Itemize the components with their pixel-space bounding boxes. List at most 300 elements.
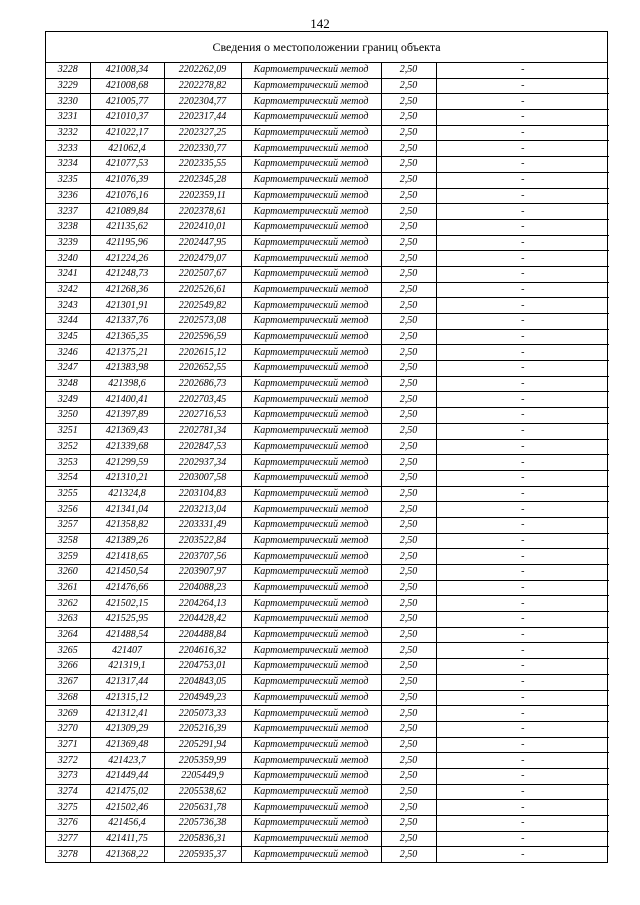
y-coordinate-cell: 2202937,34 [164, 455, 241, 471]
method-cell: Картометрический метод [241, 690, 381, 706]
x-coordinate-cell: 421502,46 [90, 800, 164, 816]
accuracy-cell: 2,50 [381, 565, 436, 581]
accuracy-cell: 2,50 [381, 706, 436, 722]
method-cell: Картометрический метод [241, 737, 381, 753]
point-number-cell: 3249 [46, 392, 90, 408]
y-coordinate-cell: 2205935,37 [164, 847, 241, 862]
note-cell: - [436, 423, 609, 439]
table-row [46, 408, 609, 424]
point-number-cell: 3234 [46, 157, 90, 173]
point-number-cell: 3273 [46, 768, 90, 784]
y-coordinate-cell: 2202278,82 [164, 78, 241, 94]
note-cell: - [436, 517, 609, 533]
method-cell: Картометрический метод [241, 110, 381, 126]
method-cell: Картометрический метод [241, 78, 381, 94]
method-cell: Картометрический метод [241, 659, 381, 675]
note-cell: - [436, 188, 609, 204]
method-cell: Картометрический метод [241, 831, 381, 847]
y-coordinate-cell: 2202335,55 [164, 157, 241, 173]
point-number-cell: 3267 [46, 674, 90, 690]
accuracy-cell: 2,50 [381, 219, 436, 235]
note-cell: - [436, 674, 609, 690]
point-number-cell: 3257 [46, 517, 90, 533]
y-coordinate-cell: 2205449,9 [164, 768, 241, 784]
method-cell: Картометрический метод [241, 596, 381, 612]
y-coordinate-cell: 2205736,38 [164, 816, 241, 832]
y-coordinate-cell: 2203331,49 [164, 517, 241, 533]
note-cell: - [436, 455, 609, 471]
point-number-cell: 3265 [46, 643, 90, 659]
x-coordinate-cell: 421368,22 [90, 847, 164, 862]
point-number-cell: 3269 [46, 706, 90, 722]
y-coordinate-cell: 2202345,28 [164, 172, 241, 188]
note-cell: - [436, 235, 609, 251]
method-cell: Картометрический метод [241, 172, 381, 188]
method-cell: Картометрический метод [241, 753, 381, 769]
x-coordinate-cell: 421135,62 [90, 219, 164, 235]
method-cell: Картометрический метод [241, 517, 381, 533]
point-number-cell: 3268 [46, 690, 90, 706]
x-coordinate-cell: 421418,65 [90, 549, 164, 565]
table-row [46, 423, 609, 439]
y-coordinate-cell: 2202573,08 [164, 314, 241, 330]
accuracy-cell: 2,50 [381, 329, 436, 345]
method-cell: Картометрический метод [241, 408, 381, 424]
x-coordinate-cell: 421375,21 [90, 345, 164, 361]
note-cell: - [436, 125, 609, 141]
method-cell: Картометрический метод [241, 721, 381, 737]
table-row [46, 63, 609, 78]
accuracy-cell: 2,50 [381, 204, 436, 220]
accuracy-cell: 2,50 [381, 784, 436, 800]
accuracy-cell: 2,50 [381, 423, 436, 439]
point-number-cell: 3236 [46, 188, 90, 204]
x-coordinate-cell: 421341,04 [90, 502, 164, 518]
table-row [46, 753, 609, 769]
method-cell: Картометрический метод [241, 157, 381, 173]
accuracy-cell: 2,50 [381, 486, 436, 502]
method-cell: Картометрический метод [241, 627, 381, 643]
point-number-cell: 3256 [46, 502, 90, 518]
point-number-cell: 3232 [46, 125, 90, 141]
table-row [46, 800, 609, 816]
x-coordinate-cell: 421476,66 [90, 580, 164, 596]
point-number-cell: 3233 [46, 141, 90, 157]
method-cell: Картометрический метод [241, 266, 381, 282]
table-row [46, 188, 609, 204]
accuracy-cell: 2,50 [381, 816, 436, 832]
method-cell: Картометрический метод [241, 470, 381, 486]
method-cell: Картометрический метод [241, 706, 381, 722]
note-cell: - [436, 172, 609, 188]
x-coordinate-cell: 421369,43 [90, 423, 164, 439]
point-number-cell: 3251 [46, 423, 90, 439]
y-coordinate-cell: 2202686,73 [164, 376, 241, 392]
x-coordinate-cell: 421319,1 [90, 659, 164, 675]
y-coordinate-cell: 2202526,61 [164, 282, 241, 298]
point-number-cell: 3254 [46, 470, 90, 486]
note-cell: - [436, 549, 609, 565]
note-cell: - [436, 251, 609, 267]
y-coordinate-cell: 2202652,55 [164, 361, 241, 377]
x-coordinate-cell: 421407 [90, 643, 164, 659]
point-number-cell: 3275 [46, 800, 90, 816]
method-cell: Картометрический метод [241, 298, 381, 314]
x-coordinate-cell: 421310,21 [90, 470, 164, 486]
note-cell: - [436, 486, 609, 502]
table-row [46, 94, 609, 110]
y-coordinate-cell: 2204264,13 [164, 596, 241, 612]
method-cell: Картометрический метод [241, 251, 381, 267]
point-number-cell: 3241 [46, 266, 90, 282]
accuracy-cell: 2,50 [381, 63, 436, 78]
x-coordinate-cell: 421423,7 [90, 753, 164, 769]
note-cell: - [436, 470, 609, 486]
table-row [46, 157, 609, 173]
method-cell: Картометрический метод [241, 439, 381, 455]
method-cell: Картометрический метод [241, 643, 381, 659]
accuracy-cell: 2,50 [381, 470, 436, 486]
table-row [46, 565, 609, 581]
accuracy-cell: 2,50 [381, 376, 436, 392]
note-cell: - [436, 219, 609, 235]
table-row [46, 282, 609, 298]
table-row [46, 690, 609, 706]
y-coordinate-cell: 2202330,77 [164, 141, 241, 157]
method-cell: Картометрический метод [241, 376, 381, 392]
table-row [46, 361, 609, 377]
page-number: 142 [310, 16, 330, 31]
accuracy-cell: 2,50 [381, 235, 436, 251]
method-cell: Картометрический метод [241, 63, 381, 78]
table-row [46, 314, 609, 330]
note-cell: - [436, 565, 609, 581]
method-cell: Картометрический метод [241, 282, 381, 298]
y-coordinate-cell: 2202304,77 [164, 94, 241, 110]
x-coordinate-cell: 421488,54 [90, 627, 164, 643]
y-coordinate-cell: 2205538,62 [164, 784, 241, 800]
y-coordinate-cell: 2202703,45 [164, 392, 241, 408]
y-coordinate-cell: 2203707,56 [164, 549, 241, 565]
table-row [46, 376, 609, 392]
point-number-cell: 3276 [46, 816, 90, 832]
table-row [46, 706, 609, 722]
table-row [46, 172, 609, 188]
point-number-cell: 3274 [46, 784, 90, 800]
accuracy-cell: 2,50 [381, 847, 436, 862]
point-number-cell: 3272 [46, 753, 90, 769]
note-cell: - [436, 659, 609, 675]
method-cell: Картометрический метод [241, 219, 381, 235]
note-cell: - [436, 345, 609, 361]
x-coordinate-cell: 421312,41 [90, 706, 164, 722]
point-number-cell: 3242 [46, 282, 90, 298]
note-cell: - [436, 596, 609, 612]
note-cell: - [436, 737, 609, 753]
accuracy-cell: 2,50 [381, 392, 436, 408]
accuracy-cell: 2,50 [381, 408, 436, 424]
note-cell: - [436, 314, 609, 330]
method-cell: Картометрический метод [241, 580, 381, 596]
point-number-cell: 3278 [46, 847, 90, 862]
note-cell: - [436, 408, 609, 424]
method-cell: Картометрический метод [241, 800, 381, 816]
method-cell: Картометрический метод [241, 423, 381, 439]
accuracy-cell: 2,50 [381, 110, 436, 126]
point-number-cell: 3261 [46, 580, 90, 596]
y-coordinate-cell: 2202615,12 [164, 345, 241, 361]
table-row [46, 470, 609, 486]
y-coordinate-cell: 2204088,23 [164, 580, 241, 596]
coordinates-table [46, 63, 609, 862]
table-row [46, 125, 609, 141]
method-cell: Картометрический метод [241, 204, 381, 220]
accuracy-cell: 2,50 [381, 768, 436, 784]
method-cell: Картометрический метод [241, 345, 381, 361]
point-number-cell: 3240 [46, 251, 90, 267]
y-coordinate-cell: 2202847,53 [164, 439, 241, 455]
x-coordinate-cell: 421248,73 [90, 266, 164, 282]
y-coordinate-cell: 2202549,82 [164, 298, 241, 314]
accuracy-cell: 2,50 [381, 502, 436, 518]
note-cell: - [436, 157, 609, 173]
x-coordinate-cell: 421022,17 [90, 125, 164, 141]
note-cell: - [436, 502, 609, 518]
note-cell: - [436, 204, 609, 220]
method-cell: Картометрический метод [241, 235, 381, 251]
table-row [46, 455, 609, 471]
note-cell: - [436, 361, 609, 377]
accuracy-cell: 2,50 [381, 831, 436, 847]
y-coordinate-cell: 2203104,83 [164, 486, 241, 502]
y-coordinate-cell: 2202410,01 [164, 219, 241, 235]
point-number-cell: 3262 [46, 596, 90, 612]
note-cell: - [436, 816, 609, 832]
accuracy-cell: 2,50 [381, 643, 436, 659]
point-number-cell: 3237 [46, 204, 90, 220]
y-coordinate-cell: 2202716,53 [164, 408, 241, 424]
point-number-cell: 3238 [46, 219, 90, 235]
note-cell: - [436, 768, 609, 784]
note-cell: - [436, 110, 609, 126]
table-row [46, 816, 609, 832]
method-cell: Картометрический метод [241, 455, 381, 471]
accuracy-cell: 2,50 [381, 298, 436, 314]
y-coordinate-cell: 2204488,84 [164, 627, 241, 643]
point-number-cell: 3252 [46, 439, 90, 455]
method-cell: Картометрический метод [241, 565, 381, 581]
table-row [46, 721, 609, 737]
x-coordinate-cell: 421062,4 [90, 141, 164, 157]
table-row [46, 78, 609, 94]
y-coordinate-cell: 2204616,32 [164, 643, 241, 659]
method-cell: Картометрический метод [241, 549, 381, 565]
y-coordinate-cell: 2203213,04 [164, 502, 241, 518]
table-row [46, 235, 609, 251]
y-coordinate-cell: 2202596,59 [164, 329, 241, 345]
note-cell: - [436, 439, 609, 455]
method-cell: Картометрический метод [241, 141, 381, 157]
y-coordinate-cell: 2203907,97 [164, 565, 241, 581]
point-number-cell: 3243 [46, 298, 90, 314]
accuracy-cell: 2,50 [381, 753, 436, 769]
point-number-cell: 3248 [46, 376, 90, 392]
table-row [46, 674, 609, 690]
point-number-cell: 3231 [46, 110, 90, 126]
point-number-cell: 3235 [46, 172, 90, 188]
point-number-cell: 3244 [46, 314, 90, 330]
x-coordinate-cell: 421411,75 [90, 831, 164, 847]
y-coordinate-cell: 2204843,05 [164, 674, 241, 690]
note-cell: - [436, 627, 609, 643]
method-cell: Картометрический метод [241, 125, 381, 141]
table-row [46, 329, 609, 345]
note-cell: - [436, 580, 609, 596]
table-row [46, 831, 609, 847]
note-cell: - [436, 141, 609, 157]
method-cell: Картометрический метод [241, 533, 381, 549]
table-row [46, 517, 609, 533]
accuracy-cell: 2,50 [381, 627, 436, 643]
point-number-cell: 3250 [46, 408, 90, 424]
accuracy-cell: 2,50 [381, 517, 436, 533]
accuracy-cell: 2,50 [381, 580, 436, 596]
note-cell: - [436, 78, 609, 94]
table-row [46, 439, 609, 455]
point-number-cell: 3230 [46, 94, 90, 110]
y-coordinate-cell: 2205359,99 [164, 753, 241, 769]
x-coordinate-cell: 421369,48 [90, 737, 164, 753]
accuracy-cell: 2,50 [381, 533, 436, 549]
accuracy-cell: 2,50 [381, 659, 436, 675]
point-number-cell: 3277 [46, 831, 90, 847]
note-cell: - [436, 753, 609, 769]
method-cell: Картометрический метод [241, 329, 381, 345]
note-cell: - [436, 690, 609, 706]
x-coordinate-cell: 421337,76 [90, 314, 164, 330]
point-number-cell: 3247 [46, 361, 90, 377]
section-title: Сведения о местоположении границ объекта [46, 32, 607, 63]
method-cell: Картометрический метод [241, 94, 381, 110]
table-row [46, 580, 609, 596]
table-row [46, 659, 609, 675]
point-number-cell: 3270 [46, 721, 90, 737]
accuracy-cell: 2,50 [381, 361, 436, 377]
x-coordinate-cell: 421397,89 [90, 408, 164, 424]
table-row [46, 737, 609, 753]
table-row [46, 502, 609, 518]
y-coordinate-cell: 2205073,33 [164, 706, 241, 722]
table-row [46, 266, 609, 282]
accuracy-cell: 2,50 [381, 251, 436, 267]
accuracy-cell: 2,50 [381, 345, 436, 361]
y-coordinate-cell: 2202378,61 [164, 204, 241, 220]
table-row [46, 110, 609, 126]
x-coordinate-cell: 421010,37 [90, 110, 164, 126]
accuracy-cell: 2,50 [381, 282, 436, 298]
x-coordinate-cell: 421076,39 [90, 172, 164, 188]
method-cell: Картометрический метод [241, 847, 381, 862]
accuracy-cell: 2,50 [381, 141, 436, 157]
y-coordinate-cell: 2205836,31 [164, 831, 241, 847]
table-row [46, 204, 609, 220]
x-coordinate-cell: 421317,44 [90, 674, 164, 690]
y-coordinate-cell: 2202781,34 [164, 423, 241, 439]
x-coordinate-cell: 421005,77 [90, 94, 164, 110]
table-row [46, 847, 609, 862]
point-number-cell: 3266 [46, 659, 90, 675]
x-coordinate-cell: 421365,35 [90, 329, 164, 345]
method-cell: Картометрический метод [241, 188, 381, 204]
table-row [46, 643, 609, 659]
y-coordinate-cell: 2205291,94 [164, 737, 241, 753]
note-cell: - [436, 376, 609, 392]
x-coordinate-cell: 421456,4 [90, 816, 164, 832]
note-cell: - [436, 800, 609, 816]
accuracy-cell: 2,50 [381, 78, 436, 94]
point-number-cell: 3259 [46, 549, 90, 565]
y-coordinate-cell: 2203007,58 [164, 470, 241, 486]
y-coordinate-cell: 2204949,23 [164, 690, 241, 706]
accuracy-cell: 2,50 [381, 800, 436, 816]
accuracy-cell: 2,50 [381, 266, 436, 282]
table-row [46, 298, 609, 314]
y-coordinate-cell: 2202507,67 [164, 266, 241, 282]
accuracy-cell: 2,50 [381, 94, 436, 110]
point-number-cell: 3264 [46, 627, 90, 643]
note-cell: - [521, 848, 525, 860]
table-row [46, 345, 609, 361]
table-row [46, 251, 609, 267]
table-row [46, 486, 609, 502]
table-row [46, 219, 609, 235]
x-coordinate-cell: 421224,26 [90, 251, 164, 267]
note-cell: - [436, 329, 609, 345]
accuracy-cell: 2,50 [381, 612, 436, 628]
method-cell: Картометрический метод [241, 361, 381, 377]
method-cell: Картометрический метод [241, 314, 381, 330]
accuracy-cell: 2,50 [381, 737, 436, 753]
accuracy-cell: 2,50 [381, 439, 436, 455]
y-coordinate-cell: 2202327,25 [164, 125, 241, 141]
method-cell: Картометрический метод [241, 392, 381, 408]
accuracy-cell: 2,50 [381, 455, 436, 471]
point-number-cell: 3239 [46, 235, 90, 251]
x-coordinate-cell: 421525,95 [90, 612, 164, 628]
point-number-cell: 3245 [46, 329, 90, 345]
note-cell: - [436, 392, 609, 408]
table-row [46, 549, 609, 565]
table-row [46, 612, 609, 628]
note-cell: - [436, 266, 609, 282]
y-coordinate-cell: 2204428,42 [164, 612, 241, 628]
x-coordinate-cell: 421008,68 [90, 78, 164, 94]
method-cell: Картометрический метод [241, 768, 381, 784]
y-coordinate-cell: 2202359,11 [164, 188, 241, 204]
y-coordinate-cell: 2202447,95 [164, 235, 241, 251]
x-coordinate-cell: 421450,54 [90, 565, 164, 581]
table-row [46, 141, 609, 157]
x-coordinate-cell: 421475,02 [90, 784, 164, 800]
accuracy-cell: 2,50 [381, 690, 436, 706]
x-coordinate-cell: 421076,16 [90, 188, 164, 204]
x-coordinate-cell: 421389,26 [90, 533, 164, 549]
accuracy-cell: 2,50 [381, 721, 436, 737]
method-cell: Картометрический метод [241, 674, 381, 690]
accuracy-cell: 2,50 [381, 549, 436, 565]
y-coordinate-cell: 2204753,01 [164, 659, 241, 675]
point-number-cell: 3246 [46, 345, 90, 361]
